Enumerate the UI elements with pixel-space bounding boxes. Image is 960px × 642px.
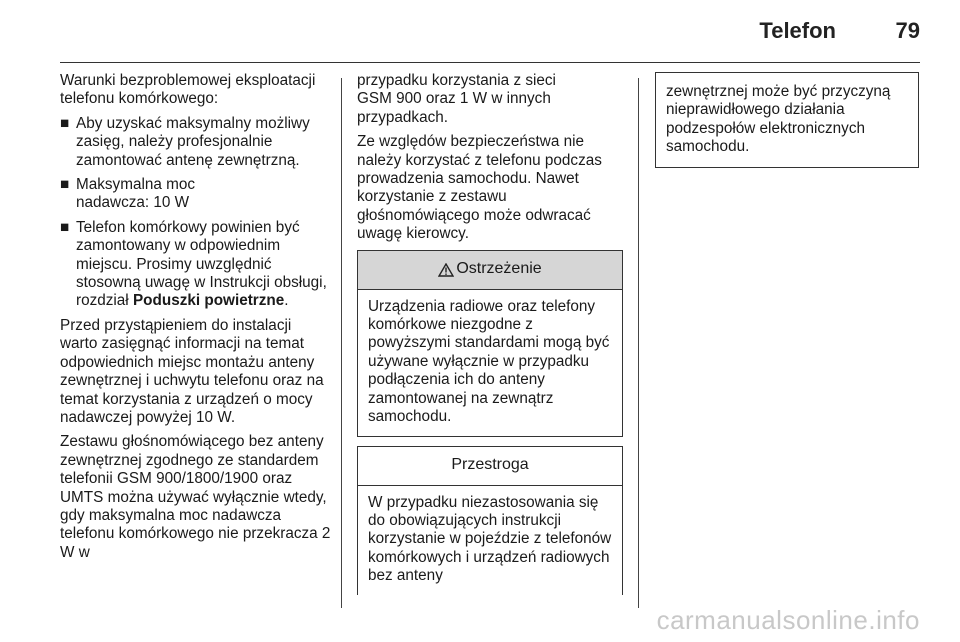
warning-body: Urządzenia radiowe oraz telefony komórkowe niezgodne z powyższymi standardami mogą być używane wyłącznie w przypadku podłączenia ich do anteny zamontowanej na zewnątrz samochodu. [368, 297, 610, 426]
warning-title: Ostrzeżenie [456, 260, 542, 278]
list-item-text: Aby uzyskać maksymalny możliwy zasięg, należy profesjonalnie zamontować antenę zewnętrzną. [76, 114, 310, 169]
caution-title: Przestroga [451, 456, 529, 474]
column-divider [341, 78, 342, 608]
caution-body: W przypadku niezastosowania się do obowiązujących instrukcji korzystanie w pojeździe z telefonów komórkowych i urządzeń radiowych bez anteny [368, 493, 612, 585]
paragraph: przypadku korzystania z sieci GSM 900 oraz 1 W w innych przypadkach. [357, 72, 556, 126]
page-header [60, 0, 920, 63]
list-item-text: Maksymalna moc nadawcza: 10 W [76, 176, 196, 212]
paragraph: Przed przystąpieniem do instalacji warto zasięgnąć informacji na temat odpowiednich miejsc montażu anteny zewnętrznej i uchwytu telefonu oraz na temat korzystania z urządzeń o mocy nadawczej powyżej 10 W. [60, 316, 324, 426]
column-3 [655, 72, 919, 168]
list-item [60, 176, 332, 213]
intro-text: Warunki bezproblemowej eksploatacji telefonu komórkowego: [60, 72, 316, 108]
column-1 [60, 72, 332, 568]
bullet-square-icon: ■ [60, 218, 70, 236]
list-item [60, 219, 332, 311]
paragraph: Ze względów bezpieczeństwa nie należy korzystać z telefonu podczas prowadzenia samochodu. Nawet korzystanie z zestawu głośnomówiącego może odwracać uwagę kierowcy. [357, 133, 602, 243]
bullet-square-icon: ■ [60, 114, 70, 132]
list-item [60, 115, 332, 170]
list-item-text: Telefon komórkowy powinien być zamontowany w odpowiednim miejscu. Prosimy uwzględnić stosowną uwagę w Instrukcji obsługi, rozdział [76, 218, 327, 310]
warning-box [357, 250, 623, 437]
caution-header [358, 447, 622, 486]
caution-body-continued: zewnętrznej może być przyczyną nieprawidłowego działania podzespołów elektronicznych samochodu. [666, 83, 891, 156]
column-divider [638, 78, 639, 608]
caution-box-continued [655, 72, 919, 168]
bullet-square-icon: ■ [60, 176, 70, 194]
column-2 [357, 72, 623, 595]
cross-reference-link[interactable]: Poduszki powietrzne [132, 292, 285, 310]
section-title: Telefon [759, 18, 836, 43]
warning-header [358, 251, 622, 290]
warning-triangle-icon [438, 263, 454, 277]
page-number: 79 [895, 18, 920, 43]
list-item-end: . [284, 292, 289, 310]
conditions-list [60, 115, 332, 311]
watermark: carmanualsonline.info [656, 605, 920, 635]
paragraph: Zestawu głośnomówiącego bez anteny zewnętrznej zgodnego ze standardem telefonii GSM 900/1800/1900 oraz UMTS można używać wyłącznie wtedy, gdy maksymalna moc nadawcza telefonu komórkowego nie przekracza 2 W w [60, 433, 331, 561]
caution-box [357, 446, 623, 595]
